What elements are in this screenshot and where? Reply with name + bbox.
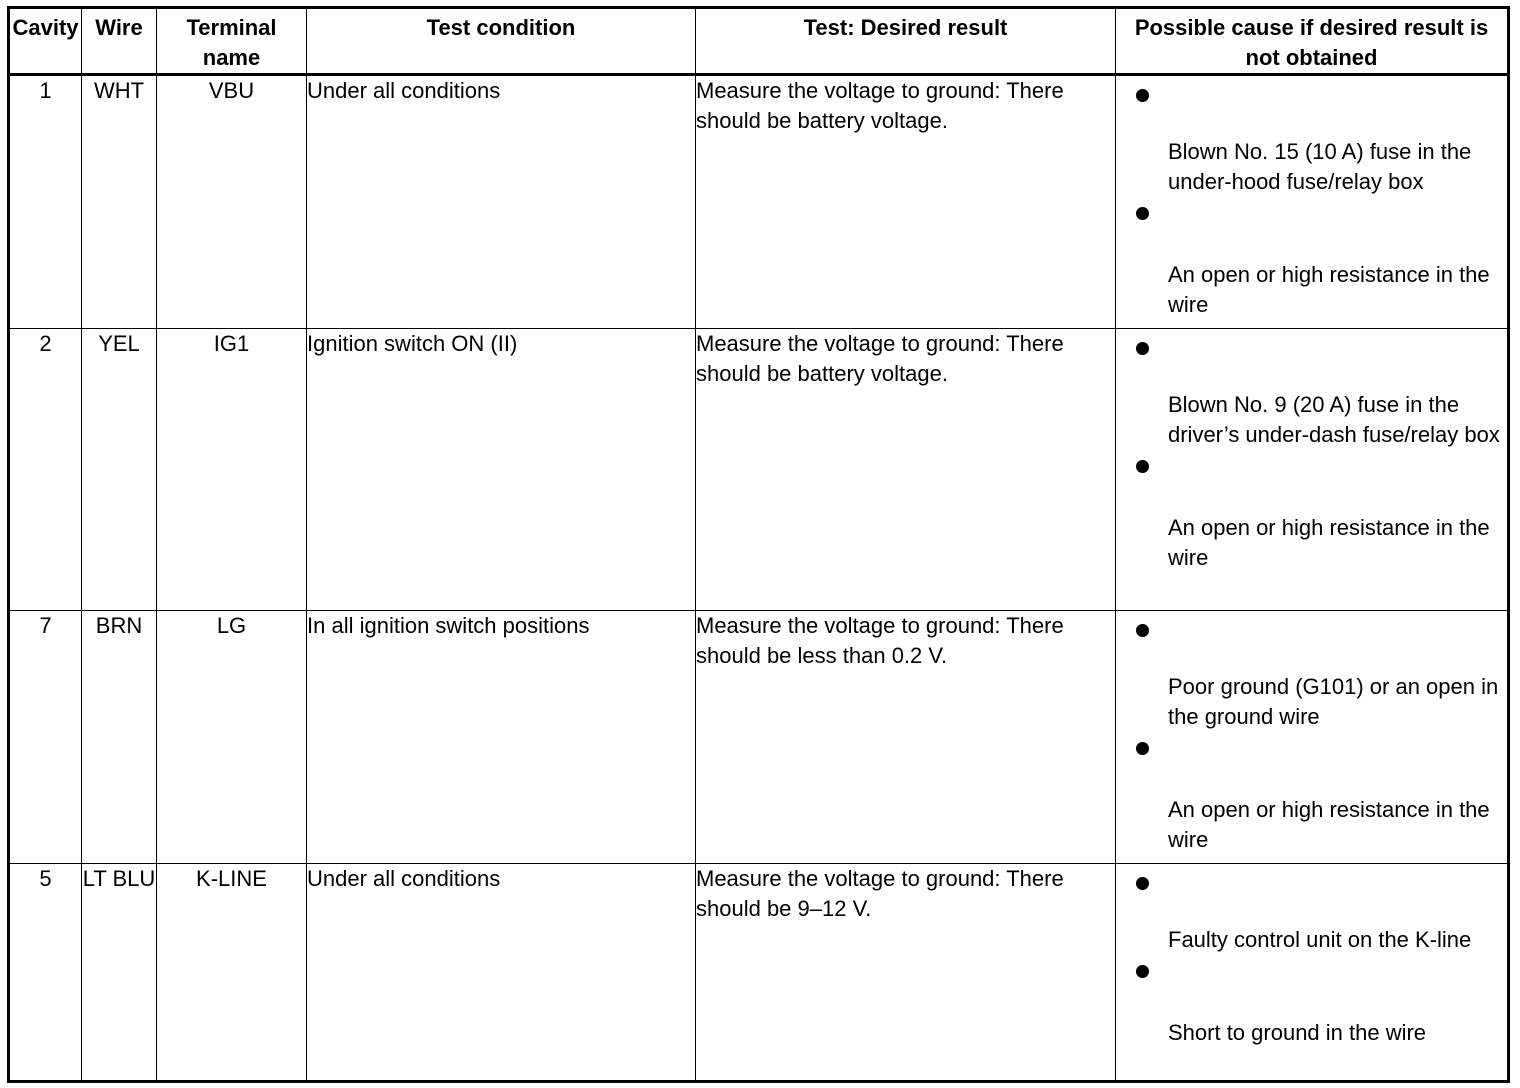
cause-text: Poor ground (G101) or an open in the ground wire (1168, 674, 1499, 729)
cause-list (1116, 611, 1507, 863)
cause-text: An open or high resistance in the wire (1168, 262, 1490, 317)
cause-cell (1116, 611, 1509, 864)
table-row (9, 75, 1509, 329)
terminal-cell: K-LINE (157, 864, 307, 1082)
cause-text: Blown No. 15 (10 A) fuse in the under-hood fuse/relay box (1168, 139, 1472, 194)
terminal-cell: IG1 (157, 329, 307, 611)
bullet-icon (1136, 877, 1149, 890)
table-row (9, 329, 1509, 611)
cause-cell (1116, 329, 1509, 611)
cause-item (1116, 864, 1507, 963)
header-possible-cause: Possible cause if desired result is not obtained (1116, 8, 1509, 75)
cause-item (1116, 329, 1507, 458)
cavity-cell: 5 (9, 864, 82, 1082)
cause-list (1116, 76, 1507, 328)
wire-cell: YEL (82, 329, 157, 611)
cause-item (1116, 205, 1507, 328)
connector-test-table (7, 6, 1510, 1083)
cause-text: An open or high resistance in the wire (1168, 515, 1490, 570)
result-cell: Measure the voltage to ground: There should be less than 0.2 V. (696, 611, 1116, 864)
cause-cell (1116, 864, 1509, 1082)
result-cell: Measure the voltage to ground: There should be battery voltage. (696, 329, 1116, 611)
result-cell: Measure the voltage to ground: There should be battery voltage. (696, 75, 1116, 329)
header-test-condition: Test condition (307, 8, 696, 75)
bullet-icon (1136, 342, 1149, 355)
cavity-cell: 1 (9, 75, 82, 329)
terminal-cell: VBU (157, 75, 307, 329)
cause-item (1116, 76, 1507, 205)
condition-cell: Under all conditions (307, 864, 696, 1082)
header-cavity: Cavity (9, 8, 82, 75)
condition-cell: In all ignition switch positions (307, 611, 696, 864)
cavity-cell: 7 (9, 611, 82, 864)
cause-item (1116, 740, 1507, 863)
table-header-row (9, 8, 1509, 75)
cavity-cell: 2 (9, 329, 82, 611)
header-desired-result: Test: Desired result (696, 8, 1116, 75)
bullet-icon (1136, 89, 1149, 102)
cause-text: Faulty control unit on the K-line (1168, 927, 1472, 952)
cause-item (1116, 458, 1507, 581)
cause-text: Short to ground in the wire (1168, 1020, 1427, 1045)
header-wire: Wire (82, 8, 157, 75)
terminal-cell: LG (157, 611, 307, 864)
cause-list (1116, 864, 1507, 1056)
wire-cell: BRN (82, 611, 157, 864)
table-row (9, 864, 1509, 1082)
cause-item (1116, 963, 1507, 1056)
cause-cell (1116, 75, 1509, 329)
bullet-icon (1136, 624, 1149, 637)
condition-cell: Under all conditions (307, 75, 696, 329)
cause-text: Blown No. 9 (20 A) fuse in the driver’s under-dash fuse/relay box (1168, 392, 1500, 447)
cause-list (1116, 329, 1507, 581)
bullet-icon (1136, 460, 1149, 473)
bullet-icon (1136, 742, 1149, 755)
bullet-icon (1136, 965, 1149, 978)
wire-cell: WHT (82, 75, 157, 329)
result-cell: Measure the voltage to ground: There should be 9–12 V. (696, 864, 1116, 1082)
header-terminal-name: Terminal name (157, 8, 307, 75)
cause-item (1116, 611, 1507, 740)
table-row (9, 611, 1509, 864)
condition-cell: Ignition switch ON (II) (307, 329, 696, 611)
wire-cell: LT BLU (82, 864, 157, 1082)
cause-text: An open or high resistance in the wire (1168, 797, 1490, 852)
bullet-icon (1136, 207, 1149, 220)
